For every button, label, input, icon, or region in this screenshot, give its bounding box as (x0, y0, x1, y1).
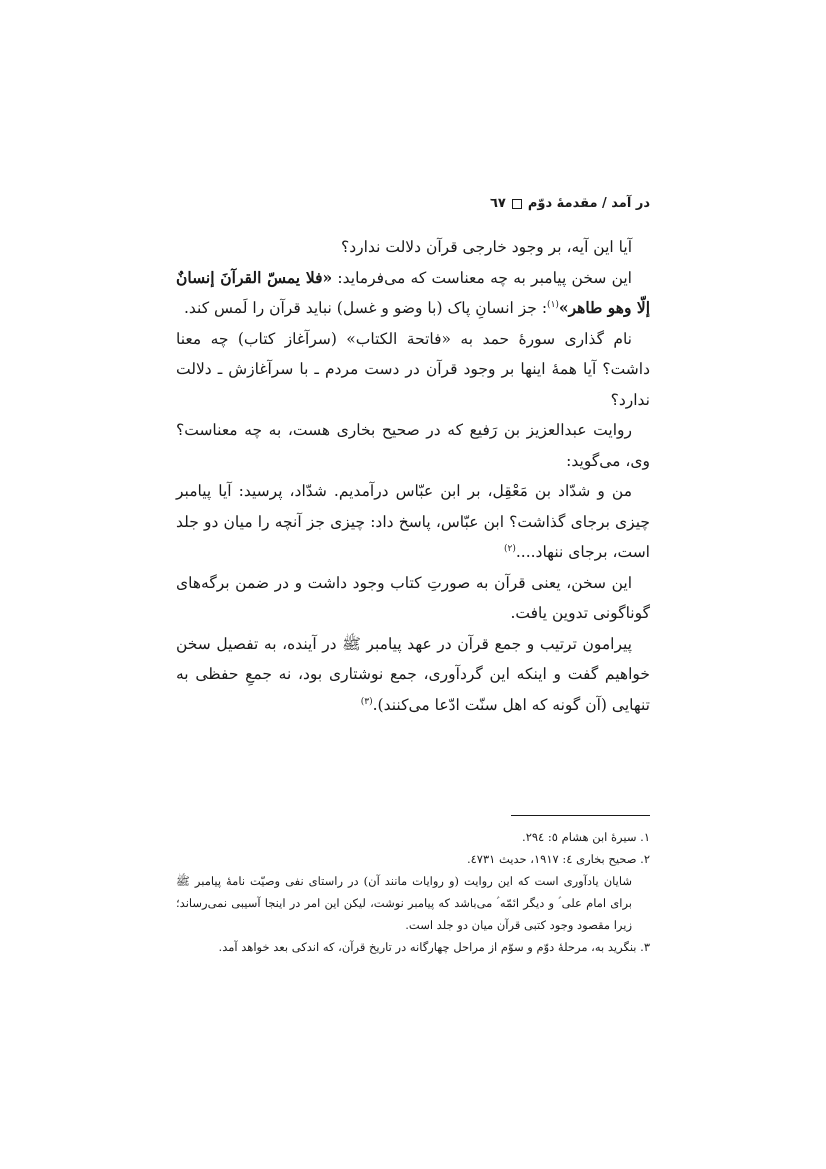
paragraph-4: روایت عبدالعزیز بن رَفیع که در صحیح بخاری هست، به چه معناست؟ وی، می‌گوید: (176, 421, 650, 470)
hadith-quote: «فلا یمسّ القرآنَ إنسانٌ إلّا وهو طاهر» (176, 267, 650, 317)
paragraph-2-rest: : جز انسانِ پاک (با وضو و غسل) نباید قرآن را لَمس کند. (183, 299, 548, 317)
paragraph-7 (176, 629, 650, 721)
paragraph-1: آیا این آیه، بر وجود خارجی قرآن دلالت ندارد؟ (341, 238, 632, 256)
paragraph-2 (176, 263, 650, 324)
footnote-ref-1[interactable]: (۱) (547, 299, 559, 310)
footnote-3: ۳. بنگرید به، مرحلهٔ دوّم و سوّم از مراحل چهارگانه در تاریخ قرآن، که اندکی بعد خواهد آمد. (218, 940, 650, 954)
footnote-divider (511, 815, 650, 816)
paragraph-5-text: من و شدّاد بن مَعْقِل، بر ابن عبّاس درآمدیم. شدّاد، پرسید: آیا پیامبر چیزی برجای گذاشت؟ ابن عبّاس، پاسخ داد: چیزی جز آنچه را میان دو جلد است، برجای ننهاد.... (176, 482, 650, 561)
footnote-1: ۱. سیرهٔ ابن هشام ٥: ٢٩٤. (522, 830, 650, 844)
paragraph-3: نام گذاری سورهٔ حمد به «فاتحة الکتاب» (سرآغاز کتاب) چه معنا داشت؟ آیا همهٔ اینها بر وجود قرآن در دست مردم ـ با سرآغازش ـ دلالت ندارد؟ (176, 329, 650, 409)
footnotes (176, 826, 650, 958)
running-header (176, 196, 650, 211)
main-text (176, 232, 650, 720)
paragraph-5 (176, 476, 650, 568)
footnote-ref-3[interactable]: (۳) (360, 696, 373, 707)
footnote-2: ۲. صحیح بخاری ٤: ١٩١٧، حدیث ٤٧٣١. (466, 852, 650, 866)
page-number: ٦٧ (489, 196, 506, 211)
square-icon (512, 199, 522, 209)
paragraph-7-text: پیرامون ترتیب و جمع قرآن در عهد پیامبر ﷺ در آینده، به تفصیل سخن خواهیم گفت و اینکه این گردآوری، جمع نوشتاری بود، نه جمعِ حفظی به تنهایی (آن گونه که اهل سنّت ادّعا می‌کنند). (176, 634, 650, 714)
footnote-2-note: شایان یادآوری است که این روایت (و روایات مانند آن) در راستای نفی وصیّت نامهٔ پیامبر ﷺ برای امام علی ؑ و دیگر ائمّه ؑ می‌باشد که پیامبر نوشت، لیکن این امر در اینجا آسیبی نمی‌رساند؛ زیرا مقصود وجود کتبی قرآن میان دو جلد است. (176, 874, 632, 932)
footnote-ref-2[interactable]: (۲) (503, 543, 516, 554)
header-title: در آمد / مقدمۀ دوّم (527, 196, 650, 211)
paragraph-6: این سخن، یعنی قرآن به صورتِ کتاب وجود داشت و در ضمن برگه‌های گوناگونی تدوین یافت. (176, 573, 650, 622)
paragraph-2-intro: این سخن پیامبر به چه معناست که می‌فرماید: (332, 268, 632, 287)
